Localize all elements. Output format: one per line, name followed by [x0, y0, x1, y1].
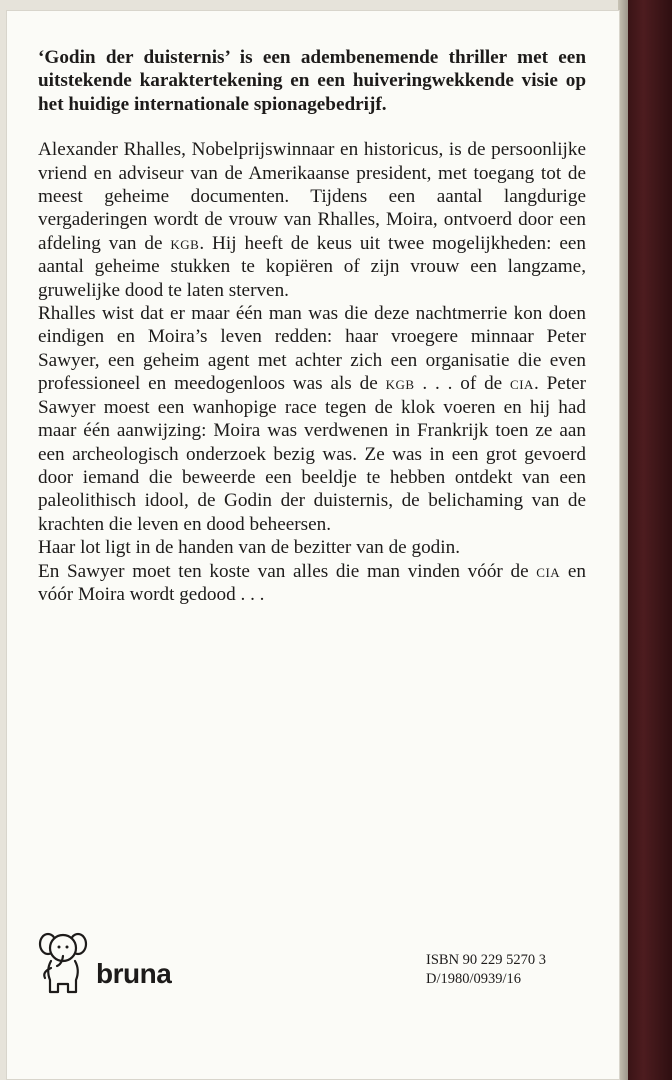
elephant-icon: [38, 930, 98, 1000]
paragraph-2-part-b: . Peter Sawyer moest een wanhopige race tegen de klok voeren en hij had maar één aanwijzing: Moira was verdwenen in Frankrijk toen ze aan een archeologisch onderzoek bezig was. Ze was in een grot gevoerd door iemand die beweerde een beeldje te hebben ontdekt van een paleolithisch idool, de Godin der duisternis, de belichaming van de krachten die leven en dood beheersen.: [38, 373, 586, 535]
cia-acronym: cia: [536, 560, 561, 581]
publisher-logo: [38, 930, 188, 1000]
paragraph-4-part-a: En Sawyer moet ten koste van alles die man vinden vóór de: [38, 560, 537, 582]
paragraph-4-part-b: en vóór Moira wordt gedood . . .: [38, 560, 586, 605]
paragraph-2-part-a: Rhalles wist dat er maar één man was die deze nachtmerrie kon doen eindigen en Moira’s leven redden: haar vroegere minnaar Peter Sawyer, een geheim agent met achter zich een organisatie die even professioneel en meedogenloos was als de: [38, 303, 586, 395]
paragraph-1: [38, 138, 586, 302]
kgb-acronym: kgb: [170, 232, 200, 253]
paragraph-2-part-mid: . . . of de: [414, 373, 511, 395]
blurb-text: [38, 46, 586, 606]
publisher-name: bruna: [96, 958, 172, 989]
paragraph-3: Haar lot ligt in de handen van de bezitter van de godin.: [38, 537, 460, 559]
isbn-block: [426, 951, 546, 989]
paragraph-4: [38, 560, 586, 607]
intro-paragraph: ‘Godin der duisternis’ is een adembenemende thriller met een uitstekende karaktertekening en een huiveringwekkende visie op het huidige internationale spionagebedrijf.: [38, 47, 586, 115]
book-spine: [628, 0, 672, 1080]
legal-deposit-number: D/1980/0939/16: [426, 971, 522, 987]
paragraph-1-part-a: Alexander Rhalles, Nobelprijswinnaar en historicus, is de persoonlijke vriend en adviseur van de Amerikaanse president, met toegang tot de meest geheime documenten. Tijdens een aantal langdurige vergaderingen wordt de vrouw van Rhalles, Moira, ontvoerd door een afdeling van de: [38, 139, 586, 254]
isbn-number: ISBN 90 229 5270 3: [426, 952, 547, 968]
paragraph-2: [38, 302, 586, 536]
cia-acronym: cia: [510, 373, 534, 394]
paragraph-1-part-b: . Hij heeft de keus uit twee mogelijkheden: een aantal geheime stukken te kopiëren of zijn vrouw een langzame, gruwelijke dood te laten sterven.: [38, 232, 587, 301]
kgb-acronym: kgb: [385, 373, 415, 394]
